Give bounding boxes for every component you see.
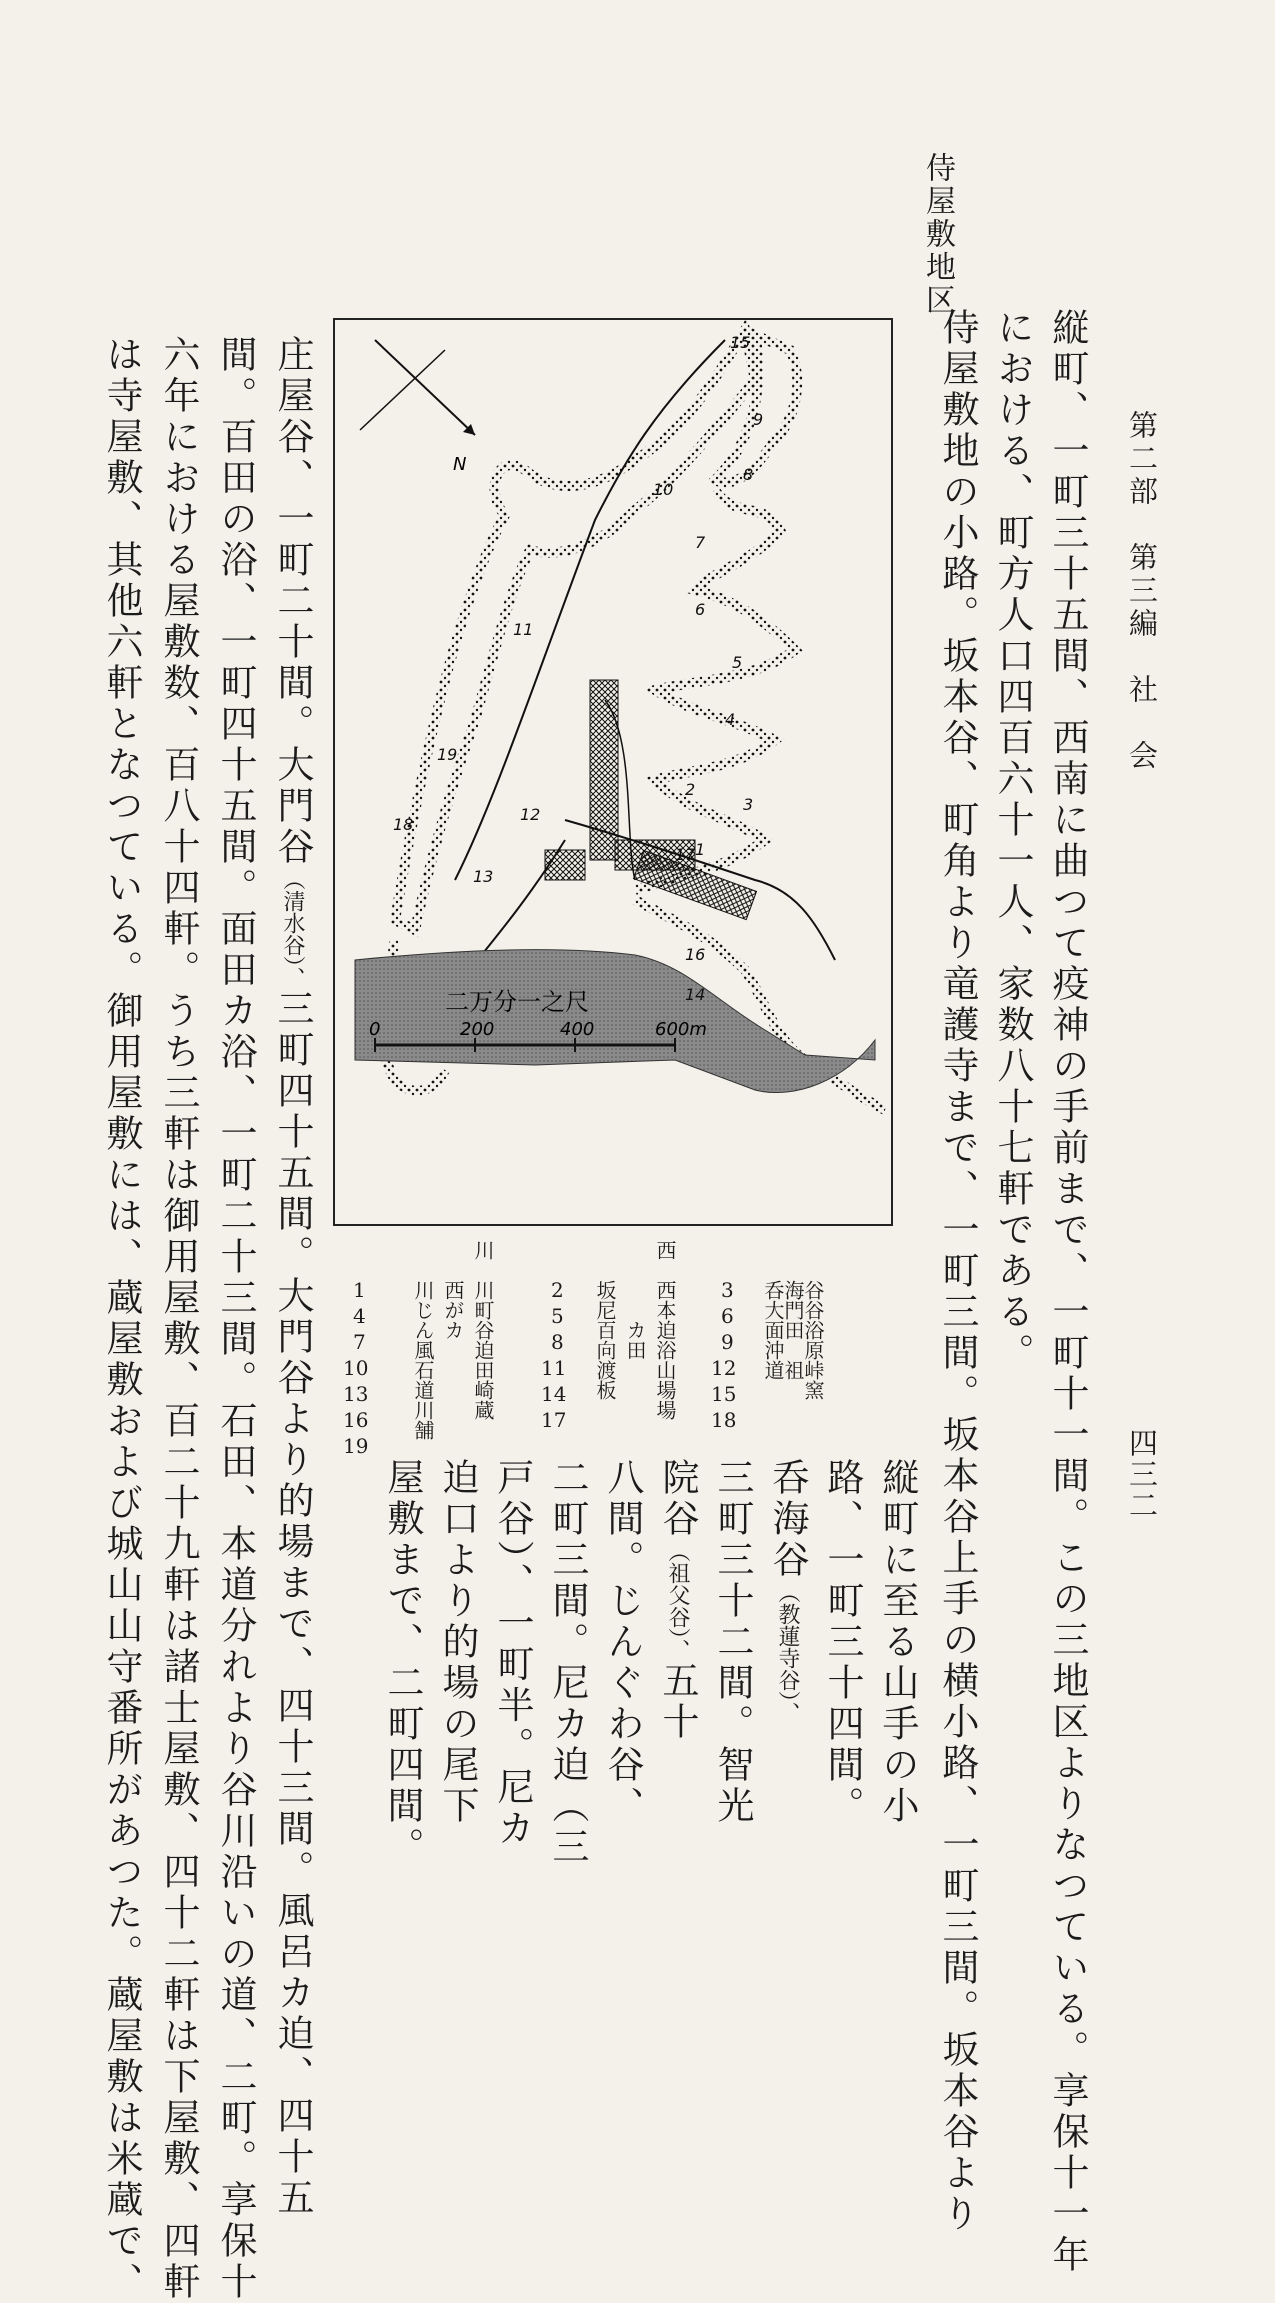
map-number-2: 2 (685, 780, 696, 799)
upper-text-line-8-b: 五十 (656, 1661, 699, 1743)
lower-text-line-1 (265, 335, 319, 2219)
legend-num-16: 16 (343, 1408, 369, 1432)
legend-num-4: 4 (353, 1304, 366, 1328)
map-number-8: 8 (743, 465, 754, 484)
upper-text-line-4: 縦町に至る山手の小 (876, 1458, 919, 1827)
map-number-7: 7 (695, 533, 706, 552)
legend-col3-b: 海門田 祖 (781, 1280, 805, 1380)
legend-num-1: 1 (353, 1278, 366, 1302)
hill-outline-ridges (635, 490, 795, 890)
legend-col1-top: 川 (471, 1240, 495, 1260)
upper-text-line-13: 屋敷まで、二町四間。 (381, 1458, 424, 1868)
upper-text-line-12: 迫口より的場の尾下 (436, 1458, 479, 1827)
legend-col2-c: 坂尼百向渡板 (593, 1280, 617, 1400)
legend-num-13: 13 (343, 1382, 369, 1406)
town-block-4 (545, 850, 585, 880)
upper-text-line-11: 戸谷）、一町半。尼カ (491, 1458, 534, 1850)
map-number-3: 3 (743, 795, 754, 814)
legend-col1-c: 川じん風石道川舗 (411, 1280, 435, 1440)
legend-num-12: 12 (711, 1356, 737, 1380)
lower-text-line-1-b: 三町四十五間。大門谷より的場まで、四十三間。風呂カ迫、四十五 (271, 989, 314, 2219)
upper-text-line-10-a: 二町三間。尼カ迫 (546, 1458, 589, 1786)
upper-text-line-5: 路、一町三十四間。 (821, 1458, 864, 1827)
upper-text-line-6-note: （教蓮寺谷）、 (775, 1581, 800, 1724)
map-number-11: 11 (513, 620, 534, 639)
upper-text-line-8 (650, 1458, 704, 1743)
legend-col2-top: 西 (653, 1240, 677, 1260)
sea-area (355, 950, 875, 1093)
legend-num-14: 14 (541, 1382, 567, 1406)
upper-text-line-7: 三町三十二間。智光 (711, 1458, 754, 1827)
legend-col2-b: カ田 (623, 1320, 647, 1360)
lower-text-line-1-a: 庄屋谷、一町二十間。大門谷 (271, 335, 314, 868)
map-number-18: 18 (393, 815, 414, 834)
upper-text-line-1: 縦町、一町三十五間、西南に曲つて疫神の手前まで、一町十一間。この三地区よりなつている。享保十一年 (1046, 308, 1089, 2276)
legend-num-15: 15 (711, 1382, 737, 1406)
legend-num-2: 2 (551, 1278, 564, 1302)
legend-col1-a: 川町谷迫田崎蔵 (471, 1280, 495, 1420)
legend-col3-a: 谷谷浴原峠窯 (801, 1280, 825, 1400)
north-arrow-cross (360, 350, 445, 430)
upper-text-line-6-main: 呑海谷 (766, 1458, 809, 1581)
legend-num-8: 8 (551, 1330, 564, 1354)
lower-text-line-1-note: （清水谷）、 (280, 868, 305, 989)
legend-num-10: 10 (343, 1356, 369, 1380)
map-legend (333, 1240, 893, 1458)
map-number-13: 13 (473, 867, 494, 886)
legend-col3-c: 呑大面沖道 (761, 1280, 785, 1380)
scale-title: 二万分一之尺 (445, 988, 589, 1016)
map-number-6: 6 (695, 600, 706, 619)
running-header: 第二部 第三編 社 会 (1125, 410, 1159, 773)
town-block-1 (590, 680, 618, 860)
lower-text-line-2: 間。百田の浴、一町四十五間。面田カ浴、一町二十三間。石田、本道分れより谷川沿いの道、二町。享保十 (214, 335, 257, 2303)
lower-text-line-4: は寺屋敷、其他六軒となつている。御用屋敷には、蔵屋敷および城山山守番所があつた。蔵屋敷は米蔵で、 (100, 335, 143, 2303)
map-number-5: 5 (732, 653, 743, 672)
legend-num-6: 6 (721, 1304, 734, 1328)
map-number-17: 17 (675, 845, 696, 864)
map-figure (333, 318, 893, 1226)
legend-num-19: 19 (343, 1434, 369, 1458)
map-number-4: 4 (725, 710, 736, 729)
legend-num-17: 17 (541, 1408, 567, 1432)
map-number-10: 10 (653, 480, 674, 499)
map-number-15: 15 (730, 333, 751, 352)
legend-num-18: 18 (711, 1408, 737, 1432)
upper-text-line-8-a: 院谷 (656, 1458, 699, 1540)
scale-label-600: 600m (655, 1019, 707, 1040)
scale-label-200: 200 (460, 1019, 495, 1040)
map-number-12: 12 (520, 805, 541, 824)
map-drawing (335, 320, 891, 1224)
map-number-14: 14 (685, 985, 706, 1004)
upper-text-line-2: における、町方人口四百六十一人、家数八十七軒である。 (991, 308, 1034, 1374)
legend-num-5: 5 (551, 1304, 564, 1328)
legend-col2-a: 西本迫浴山場場 (653, 1280, 677, 1420)
page-number: 四三二 (1125, 1428, 1159, 1521)
map-number-1: 1 (695, 840, 706, 859)
section-label: 侍屋敷地区 (920, 152, 955, 317)
upper-text-line-3: 侍屋敷地の小路。坂本谷、町角より竜護寺まで、一町三間。坂本谷上手の横小路、一町三間。坂本谷より (936, 308, 979, 2235)
upper-text-line-10 (540, 1458, 594, 1868)
legend-num-3: 3 (721, 1278, 734, 1302)
legend-num-7: 7 (353, 1330, 366, 1354)
north-label: N (453, 454, 467, 475)
legend-num-11: 11 (541, 1356, 567, 1380)
legend-num-9: 9 (721, 1330, 734, 1354)
lower-text-line-3: 六年における屋敷数、百八十四軒。うち三軒は御用屋敷、百二十九軒は諸士屋敷、四十二軒は下屋敷、四軒 (157, 335, 200, 2303)
upper-text-line-6 (760, 1458, 814, 1724)
legend-col1-b: 西がカ (441, 1280, 465, 1340)
upper-text-line-8-note: （祖父谷）、 (665, 1540, 690, 1661)
north-arrow-line (375, 340, 475, 435)
upper-text-line-9: 八間。じんぐわ谷、 (601, 1458, 644, 1827)
map-number-9: 9 (753, 410, 764, 429)
upper-text-line-10-b: （三 (546, 1786, 589, 1868)
scale-label-400: 400 (560, 1019, 595, 1040)
map-number-16: 16 (685, 945, 706, 964)
map-number-19: 19 (437, 745, 458, 764)
scale-label-0: 0 (369, 1019, 381, 1040)
